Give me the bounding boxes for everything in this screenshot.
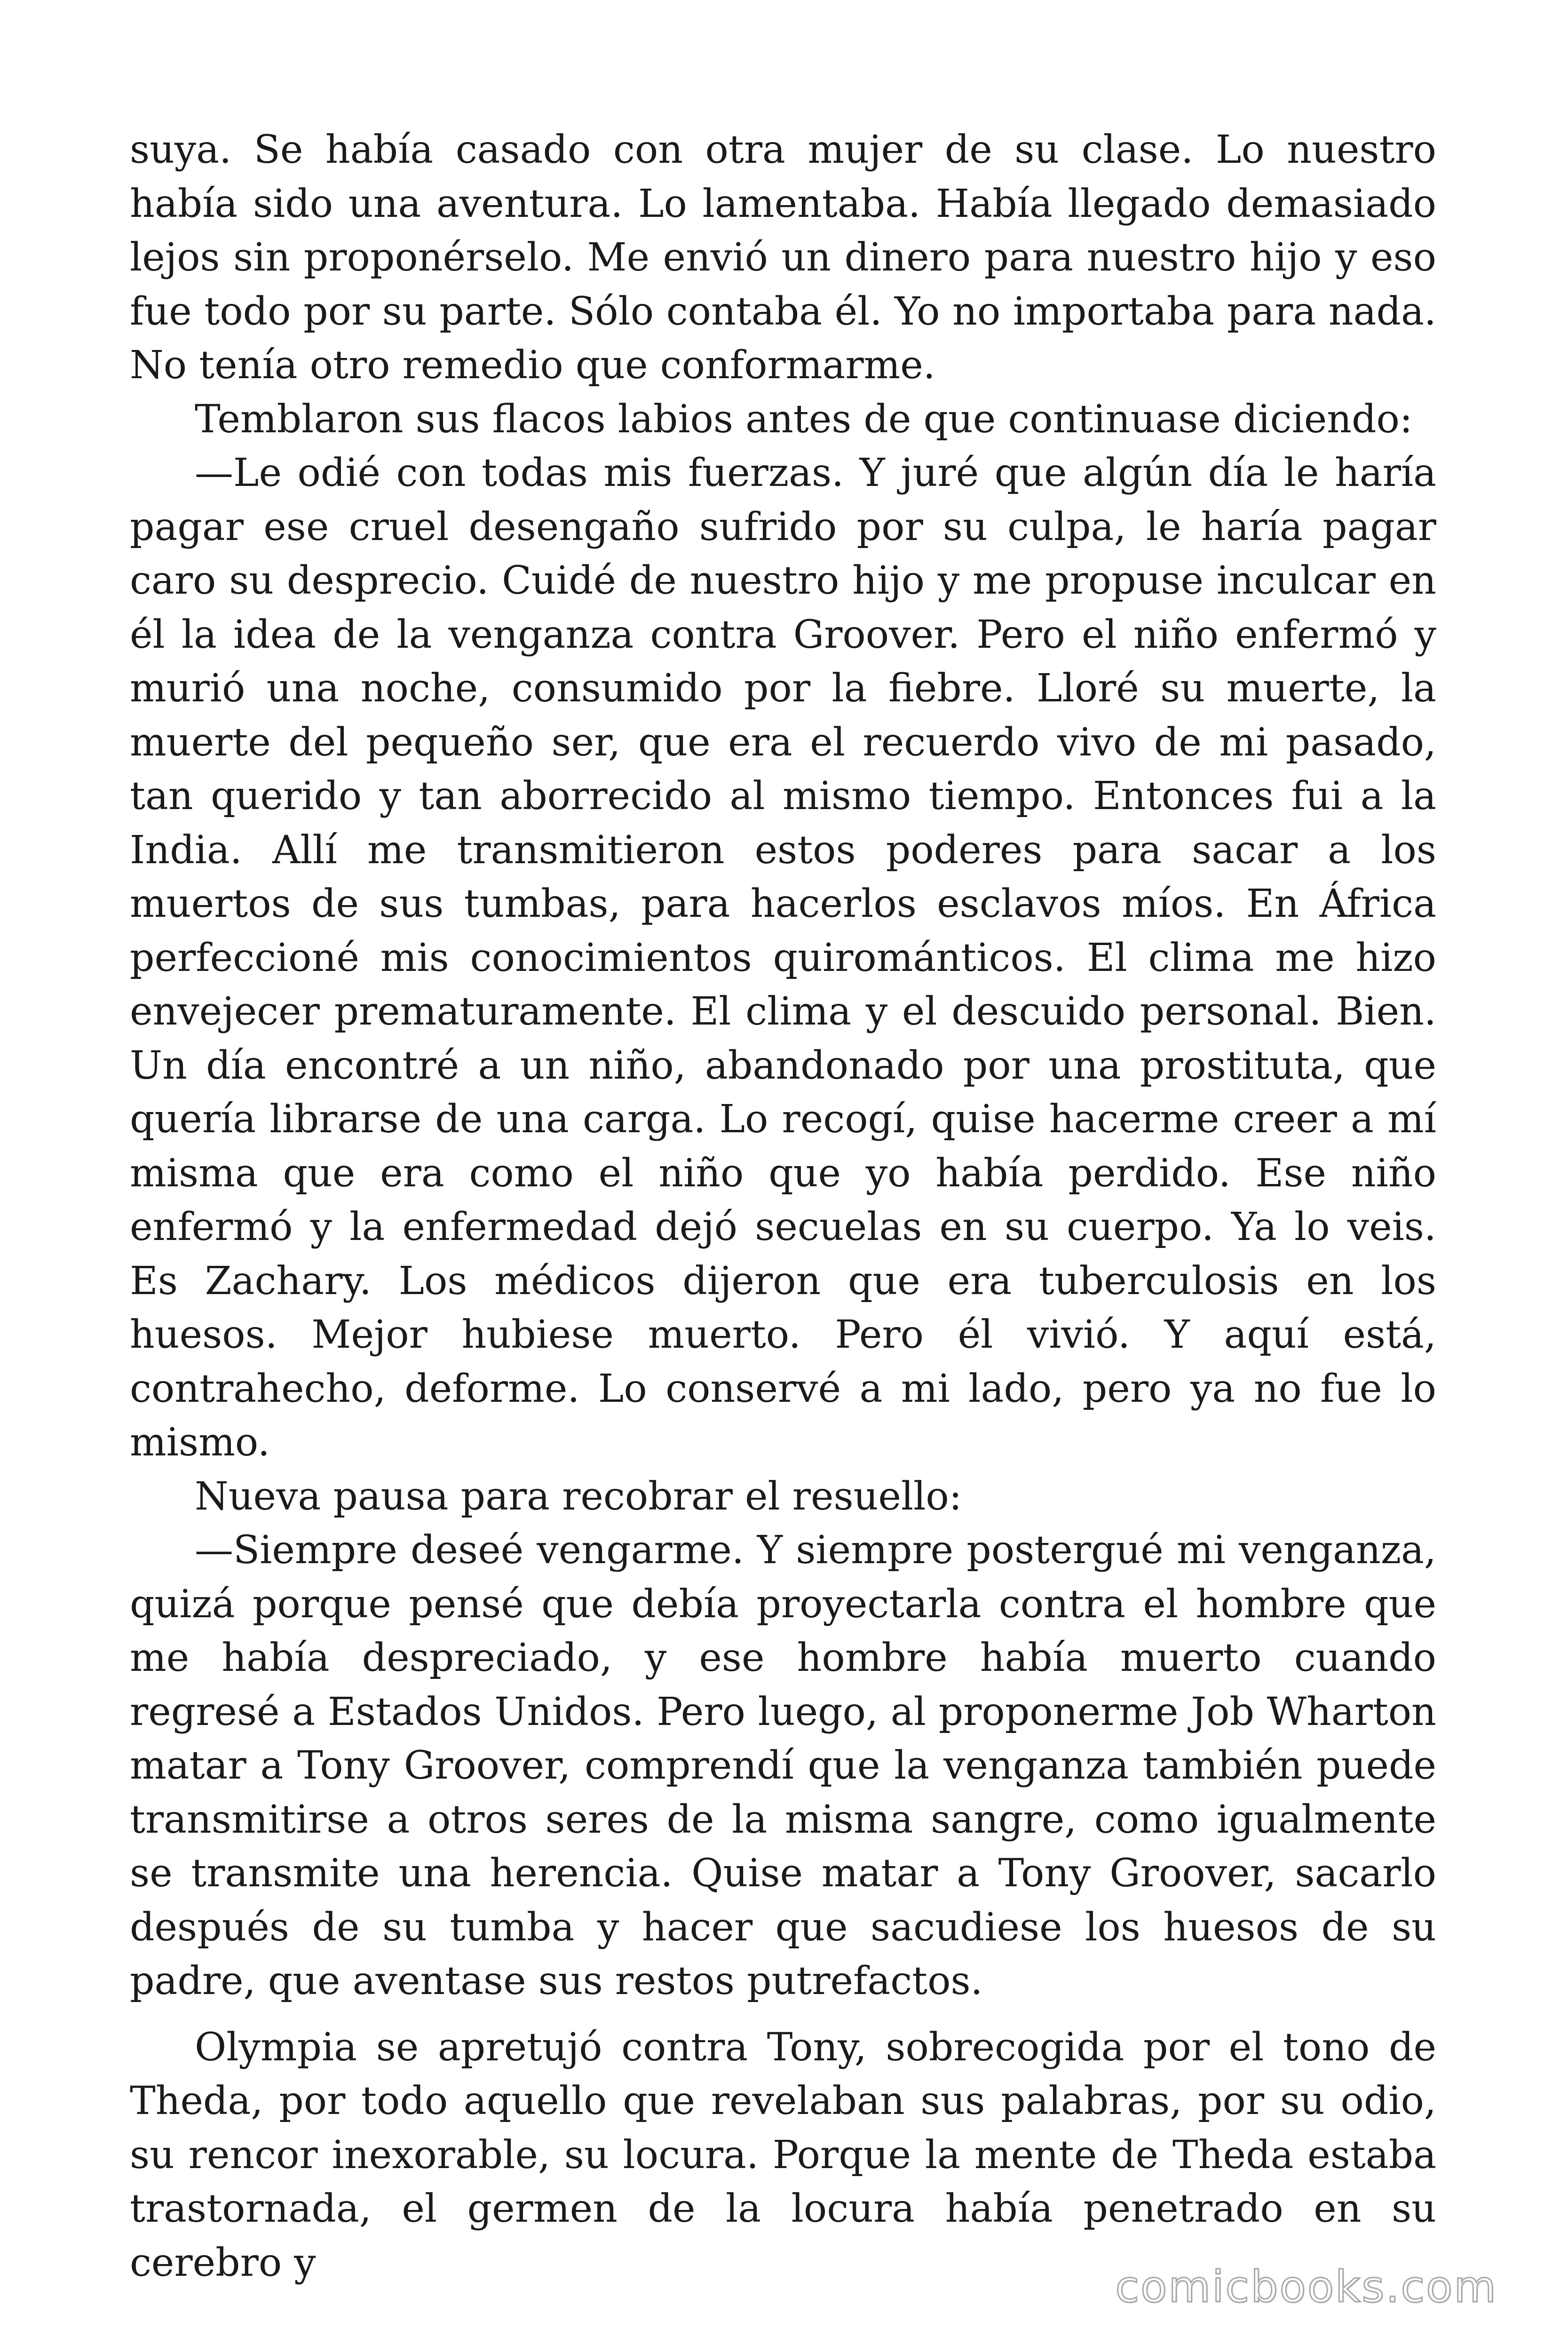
- paragraph-dialogue: —Siempre deseé vengarme. Y siempre postergué mi venganza, quizá porque pensé que debía proyectarla contra el hombre que me había despreciado, y ese hombre había muerto cuando regresé a Estados Unidos. Pero luego, al proponerme Job Wharton matar a Tony Groover, comprendí que la venganza también puede transmitirse a otros seres de la misma sangre, como igualmente se transmite una herencia. Quise matar a Tony Groover, sacarlo después de su tumba y hacer que sacudiese los huesos de su padre, que aventase sus restos putrefactos.: [130, 1528, 1436, 2003]
- watermark: comicbooks.com: [1115, 2262, 1497, 2312]
- paragraph-dialogue: —Le odié con todas mis fuerzas. Y juré que algún día le haría pagar ese cruel desengaño sufrido por su culpa, le haría pagar caro su desprecio. Cuidé de nuestro hijo y me propuse inculcar en él la idea de la venganza contra Groover. Pero el niño enfermó y murió una noche, consumido por la fiebre. Lloré su muerte, la muerte del pequeño ser, que era el recuerdo vivo de mi pasado, tan querido y tan aborrecido al mismo tiempo. Entonces fui a la India. Allí me transmitieron estos poderes para sacar a los muertos de sus tumbas, para hacerlos esclavos míos. En África perfeccioné mis conocimientos quirománticos. El clima me hizo envejecer prematuramente. El clima y el descuido personal. Bien. Un día encontré a un niño, abandonado por una prostituta, que quería librarse de una carga. Lo recogí, quise hacerme creer a mí misma que era como el niño que yo había perdido. Ese niño enfermó y la enfermedad dejó secuelas en su cuerpo. Ya lo veis. Es Zachary. Los médicos dijeron que era tuberculosis en los huesos. Mejor hubiese muerto. Pero él vivió. Y aquí está, contrahecho, deforme. Lo conservé a mi lado, pero ya no fue lo mismo.: [130, 451, 1436, 1465]
- paragraph-narration: Temblaron sus flacos labios antes de que continuase diciendo:: [195, 397, 1413, 442]
- paragraph-narration: Nueva pausa para recobrar el resuello:: [195, 1474, 962, 1519]
- paragraph-continuation: suya. Se había casado con otra mujer de su clase. Lo nuestro había sido una aventura. Lo lamentaba. Había llegado demasiado lejos sin proponérselo. Me envió un dinero para nuestro hijo y eso fue todo por su parte. Sólo contaba él. Yo no importaba para nada. No tenía otro remedio que conformarme.: [130, 127, 1436, 388]
- paragraph-narration: Olympia se apretujó contra Tony, sobrecogida por el tono de Theda, por todo aquello que revelaban sus palabras, por su odio, su rencor inexorable, su locura. Porque la mente de Theda estaba trastornada, el germen de la locura había penetrado en su cerebro y: [130, 2025, 1436, 2285]
- body-text: [130, 123, 1436, 2290]
